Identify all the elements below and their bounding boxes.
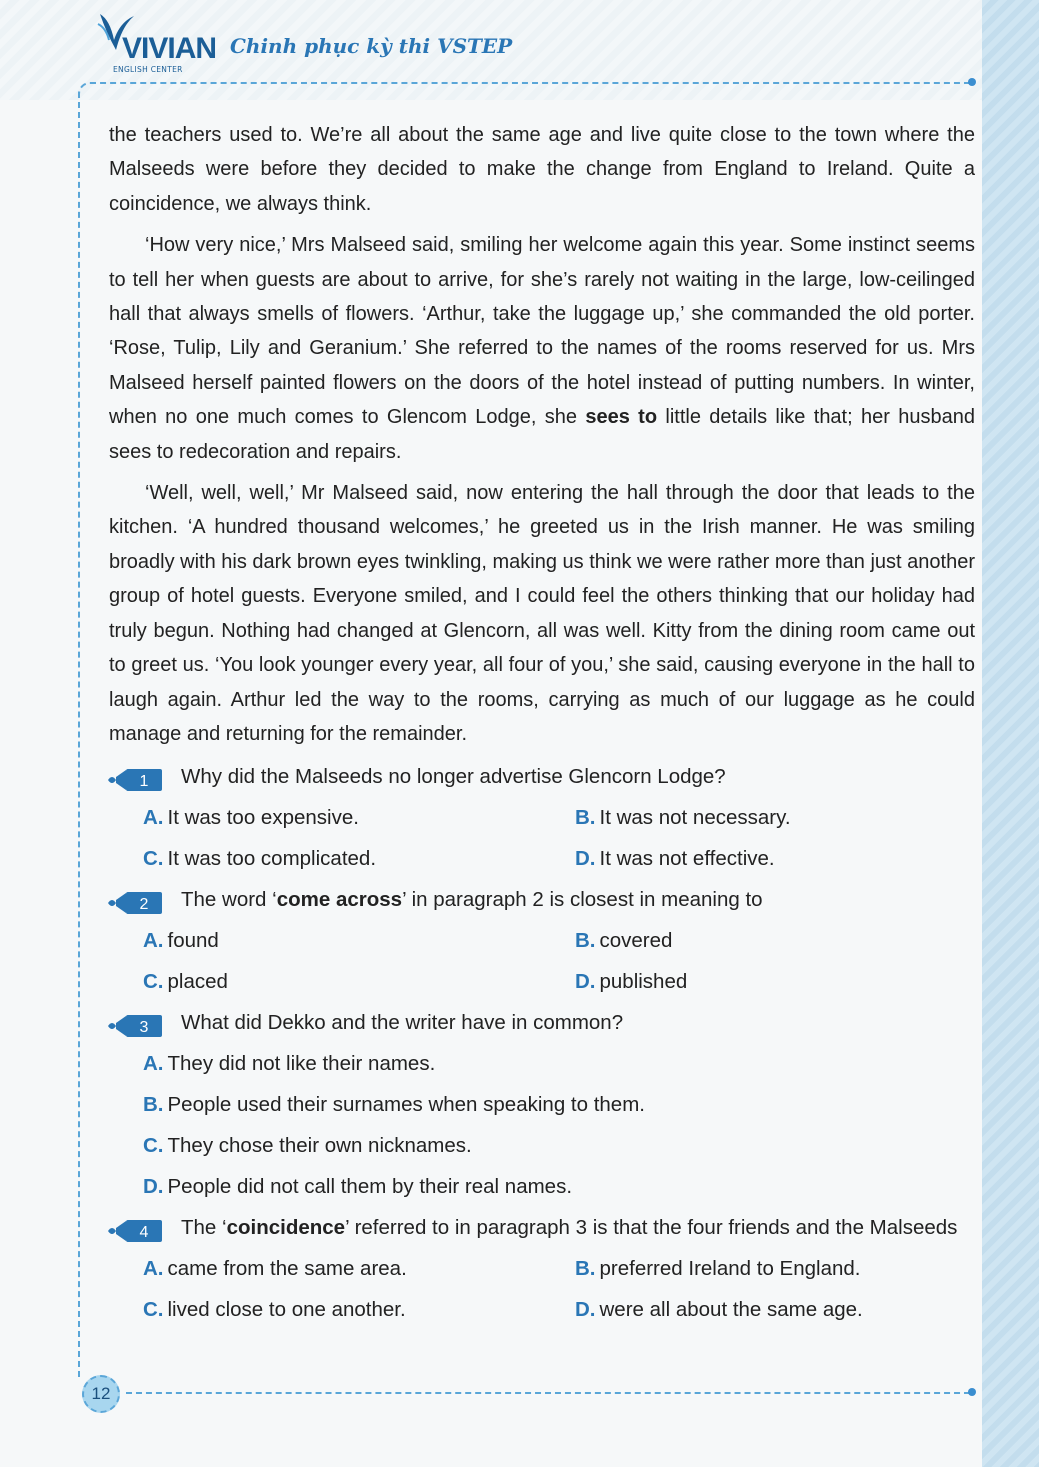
- option-text: People did not call them by their real names.: [167, 1175, 573, 1199]
- brand-logo: [96, 10, 217, 74]
- option-row: [109, 799, 975, 840]
- answer-option: [143, 924, 219, 958]
- option-text: It was not necessary.: [599, 806, 791, 830]
- bold-phrase: sees to: [585, 406, 658, 429]
- speaker-icon: [106, 768, 164, 792]
- option-row: [109, 922, 975, 963]
- option-letter: D.: [575, 847, 596, 871]
- text-segment: ’ referred to in paragraph 3 is that the four friends and the Malseeds: [345, 1216, 958, 1240]
- answer-option: [575, 842, 775, 876]
- frame-bottom-dot: [968, 1388, 976, 1396]
- reading-content: [109, 118, 975, 1332]
- answer-option: [143, 1047, 435, 1081]
- header-title: Chinh phục kỳ thi VSTEP: [230, 34, 513, 58]
- answer-option: [143, 842, 376, 876]
- option-row: [109, 963, 975, 1004]
- passage-paragraph: [109, 118, 975, 221]
- option-row: [109, 1086, 975, 1127]
- text-segment: The word ‘: [181, 888, 277, 912]
- option-letter: D.: [575, 970, 596, 994]
- answer-option: [143, 1088, 645, 1122]
- answer-option: [143, 1170, 572, 1204]
- question-stem: [109, 758, 975, 799]
- text-segment: The ‘: [181, 1216, 227, 1240]
- bold-phrase: coincidence: [226, 1216, 346, 1240]
- option-text: It was not effective.: [599, 847, 775, 871]
- option-text: preferred Ireland to England.: [599, 1257, 861, 1281]
- option-letter: B.: [575, 806, 596, 830]
- logo-subtitle: ENGLISH CENTER: [113, 65, 183, 74]
- answer-option: [143, 1129, 472, 1163]
- bold-phrase: come across: [276, 888, 403, 912]
- option-letter: B.: [575, 1257, 596, 1281]
- logo-wordmark: VIVIAN: [122, 32, 217, 65]
- answer-option: [575, 924, 672, 958]
- option-row: [109, 1250, 975, 1291]
- option-letter: C.: [143, 1298, 164, 1322]
- answer-option: [143, 965, 228, 999]
- option-text: placed: [167, 970, 228, 994]
- page-number: 12: [82, 1375, 120, 1413]
- frame-left-border: [78, 92, 80, 1377]
- option-text: covered: [599, 929, 673, 953]
- option-text: found: [167, 929, 219, 953]
- passage-paragraph: [109, 228, 975, 469]
- option-row: [109, 840, 975, 881]
- text-segment: Why did the Malseeds no longer advertise Glencorn Lodge?: [181, 765, 726, 789]
- frame-bottom-divider: [126, 1392, 970, 1394]
- text-segment: ‘Well, well, well,’ Mr Malseed said, now entering the hall through the door that leads to the kitchen. ‘A hundred thousand welcomes,’ he greeted us in the Irish manner. He was smiling broadly with his dark brown eyes twinkling, making us think we were rather more than just another group of hotel guests. Everyone smiled, and I could feel the others thinking that our holiday had truly begun. Nothing had changed at Glencorn, all was well. Kitty from the dining room came out to greet us. ‘You look younger every year, all four of you,’ she said, causing everyone in the hall to laugh again. Arthur led the way to the rooms, carrying as much of our luggage as he could manage and returning for the remainder.: [109, 482, 975, 745]
- option-text: People used their surnames when speaking to them.: [167, 1093, 645, 1117]
- option-letter: A.: [143, 1257, 164, 1281]
- option-letter: C.: [143, 1134, 164, 1158]
- option-text: They chose their own nicknames.: [167, 1134, 472, 1158]
- text-segment: What did Dekko and the writer have in common?: [181, 1011, 624, 1035]
- answer-option: [575, 801, 791, 835]
- option-letter: D.: [575, 1298, 596, 1322]
- answer-option: [575, 965, 687, 999]
- question-number: 3: [139, 1019, 149, 1037]
- option-letter: A.: [143, 929, 164, 953]
- answer-option: [575, 1293, 863, 1327]
- option-text: were all about the same age.: [599, 1298, 863, 1322]
- question-text: [181, 1211, 957, 1245]
- speaker-icon: [106, 1219, 164, 1243]
- option-letter: B.: [575, 929, 596, 953]
- question-number: 1: [139, 773, 149, 791]
- question-text: [181, 760, 726, 794]
- option-row: [109, 1291, 975, 1332]
- option-letter: B.: [143, 1093, 164, 1117]
- question-number: 2: [139, 896, 149, 914]
- question-number: 4: [139, 1224, 149, 1242]
- question-stem: [109, 1209, 975, 1250]
- question-text: [181, 883, 763, 917]
- speaker-icon: [106, 891, 164, 915]
- text-segment: the teachers used to. We’re all about the same age and live quite close to the town where the Malseeds were before they decided to make the change from England to Ireland. Quite a coincidence, we always think.: [109, 124, 975, 215]
- option-row: [109, 1168, 975, 1209]
- option-row: [109, 1045, 975, 1086]
- question-text: [181, 1006, 623, 1040]
- question-list: [109, 758, 975, 1332]
- passage: [109, 118, 975, 751]
- option-letter: C.: [143, 847, 164, 871]
- speaker-icon: [106, 1014, 164, 1038]
- page-edge-stripe: [982, 0, 1039, 1467]
- text-segment: ‘How very nice,’ Mrs Malseed said, smiling her welcome again this year. Some instinct seems to tell her when guests are about to arrive, for she’s rarely not waiting in the large, low-ceilinged hall that always smells of flowers. ‘Arthur, take the luggage up,’ she commanded the old porter. ‘Rose, Tulip, Lily and Geranium.’ She referred to the names of the rooms reserved for us. Mrs Malseed herself painted flowers on the doors of the hotel instead of putting numbers. In winter, when no one much comes to Glencom Lodge, she: [109, 234, 975, 429]
- option-text: They did not like their names.: [167, 1052, 436, 1076]
- frame-top-divider: [90, 82, 970, 84]
- option-text: It was too complicated.: [167, 847, 377, 871]
- text-segment: ’ in paragraph 2 is closest in meaning to: [402, 888, 763, 912]
- option-text: came from the same area.: [167, 1257, 407, 1281]
- question-stem: [109, 1004, 975, 1045]
- passage-paragraph: [109, 476, 975, 751]
- option-text: published: [599, 970, 688, 994]
- option-row: [109, 1127, 975, 1168]
- option-letter: D.: [143, 1175, 164, 1199]
- frame-top-dot: [968, 78, 976, 86]
- option-text: It was too expensive.: [167, 806, 359, 830]
- option-letter: A.: [143, 806, 164, 830]
- question-stem: [109, 881, 975, 922]
- answer-option: [143, 801, 359, 835]
- option-text: lived close to one another.: [167, 1298, 406, 1322]
- text-segment: little details like that; her husband sees to redecoration and repairs.: [109, 406, 975, 463]
- answer-option: [575, 1252, 860, 1286]
- option-letter: C.: [143, 970, 164, 994]
- answer-option: [143, 1293, 406, 1327]
- answer-option: [143, 1252, 407, 1286]
- option-letter: A.: [143, 1052, 164, 1076]
